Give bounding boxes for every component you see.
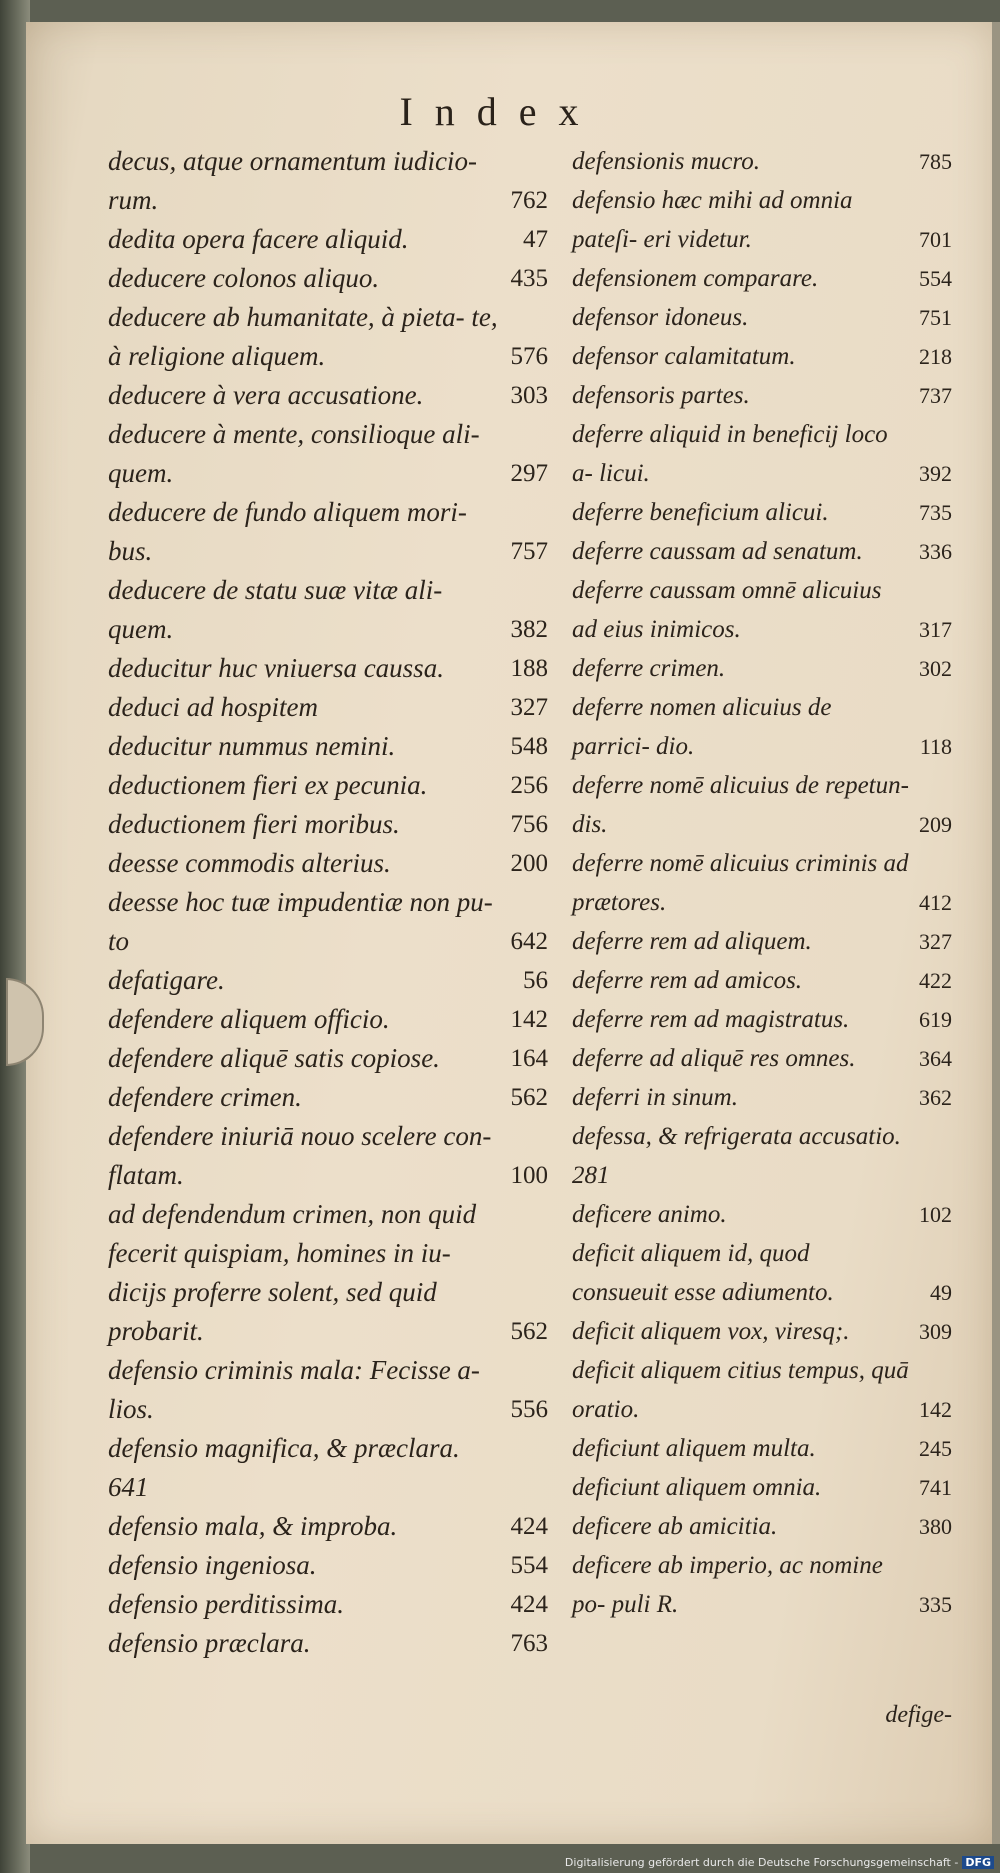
entry-page-number: 751 bbox=[919, 305, 952, 330]
entry-term: deducere ab humanitate, à pieta- te, à religione aliquem. bbox=[108, 302, 498, 371]
catchword: defige- bbox=[885, 1702, 952, 1728]
page-edge bbox=[992, 22, 1000, 1844]
entry-page-number: 576 bbox=[510, 343, 548, 370]
entry-term: deficere animo. bbox=[572, 1201, 727, 1228]
index-entry bbox=[108, 883, 548, 961]
entry-page-number: 335 bbox=[919, 1592, 952, 1617]
index-entry bbox=[572, 142, 952, 181]
index-entry bbox=[572, 961, 952, 1000]
index-entry bbox=[108, 220, 548, 259]
index-entry bbox=[108, 415, 548, 493]
entry-page-number: 757 bbox=[510, 538, 548, 565]
index-entry bbox=[108, 259, 548, 298]
index-entry bbox=[108, 649, 548, 688]
entry-page-number: 556 bbox=[510, 1396, 548, 1423]
entry-page-number: 309 bbox=[919, 1319, 952, 1344]
index-entry bbox=[108, 1624, 548, 1663]
entry-page-number: 245 bbox=[919, 1436, 952, 1461]
entry-page-number: 562 bbox=[510, 1084, 548, 1111]
entry-page-number: 380 bbox=[919, 1514, 952, 1539]
entry-term: deferre rem ad magistratus. bbox=[572, 1006, 850, 1033]
index-entry bbox=[572, 259, 952, 298]
index-entry bbox=[108, 1351, 548, 1429]
entry-page-number: 424 bbox=[510, 1591, 548, 1618]
entry-page-number: 317 bbox=[919, 617, 952, 642]
entry-term: defensio criminis mala: Fecisse a- lios. bbox=[108, 1355, 480, 1424]
index-entry bbox=[572, 1078, 952, 1117]
entry-page-number: 763 bbox=[510, 1630, 548, 1657]
entry-term: defensor idoneus. bbox=[572, 304, 749, 331]
entry-page-number: 554 bbox=[510, 1552, 548, 1579]
entry-term: defatigare. bbox=[108, 965, 225, 995]
entry-term: defensio magnifica, & præclara. 641 bbox=[108, 1433, 460, 1502]
index-entry bbox=[108, 1429, 548, 1507]
entry-page-number: 785 bbox=[919, 149, 952, 174]
entry-term: deducitur huc vniuersa caussa. bbox=[108, 653, 444, 683]
index-entry bbox=[108, 1078, 548, 1117]
entry-term: deferre nomē alicuius criminis ad prætores. bbox=[572, 850, 909, 916]
entry-term: defensionem comparare. bbox=[572, 265, 819, 292]
entry-page-number: 762 bbox=[510, 187, 548, 214]
entry-term: decus, atque ornamentum iudicio- rum. bbox=[108, 146, 477, 215]
index-entry bbox=[572, 1117, 952, 1195]
entry-term: defensio perditissima. bbox=[108, 1589, 344, 1619]
entry-term: deficit aliquem vox, viresq;. bbox=[572, 1318, 850, 1345]
index-entry bbox=[108, 844, 548, 883]
entry-term: defendere aliquē satis copiose. bbox=[108, 1043, 440, 1073]
index-entry bbox=[108, 1195, 548, 1351]
index-entry bbox=[108, 571, 548, 649]
entry-page-number: 362 bbox=[919, 1085, 952, 1110]
entry-page-number: 412 bbox=[919, 890, 952, 915]
index-entry bbox=[572, 922, 952, 961]
entry-term: defendere crimen. bbox=[108, 1082, 302, 1112]
entry-page-number: 49 bbox=[930, 1280, 952, 1305]
entry-page-number: 209 bbox=[919, 812, 952, 837]
entry-page-number: 302 bbox=[919, 656, 952, 681]
entry-term: deduci ad hospitem bbox=[108, 692, 318, 722]
index-entry bbox=[108, 1000, 548, 1039]
entry-page-number: 336 bbox=[919, 539, 952, 564]
entry-term: deferre caussam ad senatum. bbox=[572, 538, 863, 565]
left-column bbox=[108, 142, 548, 1663]
entry-term: defendere iniuriā nouo scelere con- flatam. bbox=[108, 1121, 492, 1190]
index-entry bbox=[572, 493, 952, 532]
entry-term: defensio præclara. bbox=[108, 1628, 311, 1658]
entry-page-number: 364 bbox=[919, 1046, 952, 1071]
digitization-footer bbox=[565, 1856, 994, 1869]
index-entry bbox=[572, 1039, 952, 1078]
index-entry bbox=[108, 688, 548, 727]
index-entry bbox=[572, 1429, 952, 1468]
index-entry bbox=[572, 415, 952, 493]
entry-page-number: 392 bbox=[919, 461, 952, 486]
index-entry bbox=[572, 1195, 952, 1234]
entry-term: deducere de fundo aliquem mori- bus. bbox=[108, 497, 467, 566]
entry-page-number: 303 bbox=[510, 382, 548, 409]
entry-page-number: 741 bbox=[919, 1475, 952, 1500]
page-header: Index bbox=[399, 89, 601, 134]
index-entry bbox=[108, 493, 548, 571]
dfg-logo: DFG bbox=[962, 1856, 994, 1869]
entry-term: deferre caussam omnē alicuius ad eius inimicos. bbox=[572, 577, 882, 643]
entry-page-number: 188 bbox=[510, 655, 548, 682]
entry-term: deferre ad aliquē res omnes. bbox=[572, 1045, 856, 1072]
index-entry bbox=[572, 649, 952, 688]
entry-page-number: 701 bbox=[919, 227, 952, 252]
entry-page-number: 424 bbox=[510, 1513, 548, 1540]
entry-page-number: 256 bbox=[510, 772, 548, 799]
entry-page-number: 218 bbox=[919, 344, 952, 369]
entry-term: ad defendendum crimen, non quid fecerit quispiam, homines in iu- dicijs proferre solent, sed quid probarit. bbox=[108, 1199, 477, 1346]
entry-page-number: 737 bbox=[919, 383, 952, 408]
entry-term: deferri in sinum. bbox=[572, 1084, 738, 1111]
entry-page-number: 327 bbox=[919, 929, 952, 954]
index-entry bbox=[572, 1546, 952, 1624]
entry-term: deficiunt aliquem omnia. bbox=[572, 1474, 822, 1501]
index-entry bbox=[108, 766, 548, 805]
entry-term: deferre nomē alicuius de repetun- dis. bbox=[572, 772, 909, 838]
entry-term: deferre aliquid in beneficij loco a- licui. bbox=[572, 421, 888, 487]
entry-term: deducere de statu suæ vitæ ali- quem. bbox=[108, 575, 443, 644]
index-entry bbox=[572, 298, 952, 337]
index-entry bbox=[572, 1234, 952, 1312]
entry-term: deferre rem ad aliquem. bbox=[572, 928, 812, 955]
entry-page-number: 554 bbox=[919, 266, 952, 291]
entry-page-number: 164 bbox=[510, 1045, 548, 1072]
index-entry bbox=[572, 1351, 952, 1429]
index-entry bbox=[108, 727, 548, 766]
entry-term: deficit aliquem citius tempus, quā oratio. bbox=[572, 1357, 909, 1423]
entry-term: defensoris partes. bbox=[572, 382, 750, 409]
entry-page-number: 548 bbox=[510, 733, 548, 760]
entry-term: deductionem fieri ex pecunia. bbox=[108, 770, 428, 800]
entry-term: deesse commodis alterius. bbox=[108, 848, 391, 878]
entry-term: dedita opera facere aliquid. bbox=[108, 224, 409, 254]
index-entry bbox=[108, 298, 548, 376]
index-entry bbox=[572, 844, 952, 922]
index-entry bbox=[572, 1468, 952, 1507]
index-entry bbox=[572, 337, 952, 376]
entry-term: deficit aliquem id, quod consueuit esse adiumento. bbox=[572, 1240, 834, 1306]
entry-term: defensio hæc mihi ad omnia pateſi- eri videtur. bbox=[572, 187, 853, 253]
index-entry bbox=[108, 805, 548, 844]
index-entry bbox=[108, 1585, 548, 1624]
entry-term: defensio mala, & improba. bbox=[108, 1511, 398, 1541]
index-entry bbox=[572, 1000, 952, 1039]
entry-term: deficiunt aliquem multa. bbox=[572, 1435, 816, 1462]
entry-page-number: 297 bbox=[510, 460, 548, 487]
index-entry bbox=[108, 1546, 548, 1585]
entry-term: deferre beneficium alicui. bbox=[572, 499, 829, 526]
entry-page-number: 327 bbox=[510, 694, 548, 721]
entry-term: deducere à mente, consilioque ali- quem. bbox=[108, 419, 480, 488]
entry-page-number: 382 bbox=[510, 616, 548, 643]
index-entry bbox=[572, 766, 952, 844]
entry-term: deficere ab imperio, ac nomine po- puli R. bbox=[572, 1552, 883, 1618]
entry-term: deducere à vera accusatione. bbox=[108, 380, 424, 410]
index-entry bbox=[572, 1312, 952, 1351]
entry-term: defensionis mucro. bbox=[572, 148, 760, 175]
entry-page-number: 47 bbox=[523, 226, 548, 253]
index-entry bbox=[572, 688, 952, 766]
index-entry bbox=[108, 1507, 548, 1546]
entry-term: deesse hoc tuæ impudentiæ non pu- to bbox=[108, 887, 493, 956]
entry-page-number: 422 bbox=[919, 968, 952, 993]
entry-term: deducere colonos aliquo. bbox=[108, 263, 380, 293]
entry-term: deductionem fieri moribus. bbox=[108, 809, 400, 839]
entry-term: deferre nomen alicuius de parrici- dio. bbox=[572, 694, 832, 760]
entry-page-number: 142 bbox=[510, 1006, 548, 1033]
index-entry bbox=[572, 571, 952, 649]
entry-term: defensio ingeniosa. bbox=[108, 1550, 317, 1580]
entry-page-number: 56 bbox=[523, 967, 548, 994]
entry-term: defensor calamitatum. bbox=[572, 343, 796, 370]
entry-page-number: 562 bbox=[510, 1318, 548, 1345]
footer-text: Digitalisierung gefördert durch die Deutsche Forschungsgemeinschaft - bbox=[564, 1856, 959, 1869]
entry-term: deficere ab amicitia. bbox=[572, 1513, 778, 1540]
entry-term: deferre crimen. bbox=[572, 655, 726, 682]
index-entry bbox=[108, 376, 548, 415]
entry-page-number: 735 bbox=[919, 500, 952, 525]
entry-page-number: 642 bbox=[510, 928, 548, 955]
entry-term: deferre rem ad amicos. bbox=[572, 967, 803, 994]
entry-page-number: 118 bbox=[919, 734, 952, 759]
entry-page-number: 200 bbox=[510, 850, 548, 877]
index-entry bbox=[572, 1507, 952, 1546]
entry-page-number: 142 bbox=[919, 1397, 952, 1422]
entry-term: deducitur nummus nemini. bbox=[108, 731, 396, 761]
entry-page-number: 619 bbox=[919, 1007, 952, 1032]
entry-page-number: 756 bbox=[510, 811, 548, 838]
entry-page-number: 435 bbox=[510, 265, 548, 292]
entry-page-number: 102 bbox=[919, 1202, 952, 1227]
index-entry bbox=[108, 961, 548, 1000]
index-entry bbox=[108, 1117, 548, 1195]
index-entry bbox=[108, 1039, 548, 1078]
index-entry bbox=[572, 532, 952, 571]
index-entry bbox=[572, 181, 952, 259]
right-column bbox=[572, 142, 952, 1624]
entry-term: defessa, & refrigerata accusatio. 281 bbox=[572, 1123, 901, 1189]
entry-page-number: 100 bbox=[510, 1162, 548, 1189]
index-entry bbox=[108, 142, 548, 220]
index-entry bbox=[572, 376, 952, 415]
entry-term: defendere aliquem officio. bbox=[108, 1004, 390, 1034]
